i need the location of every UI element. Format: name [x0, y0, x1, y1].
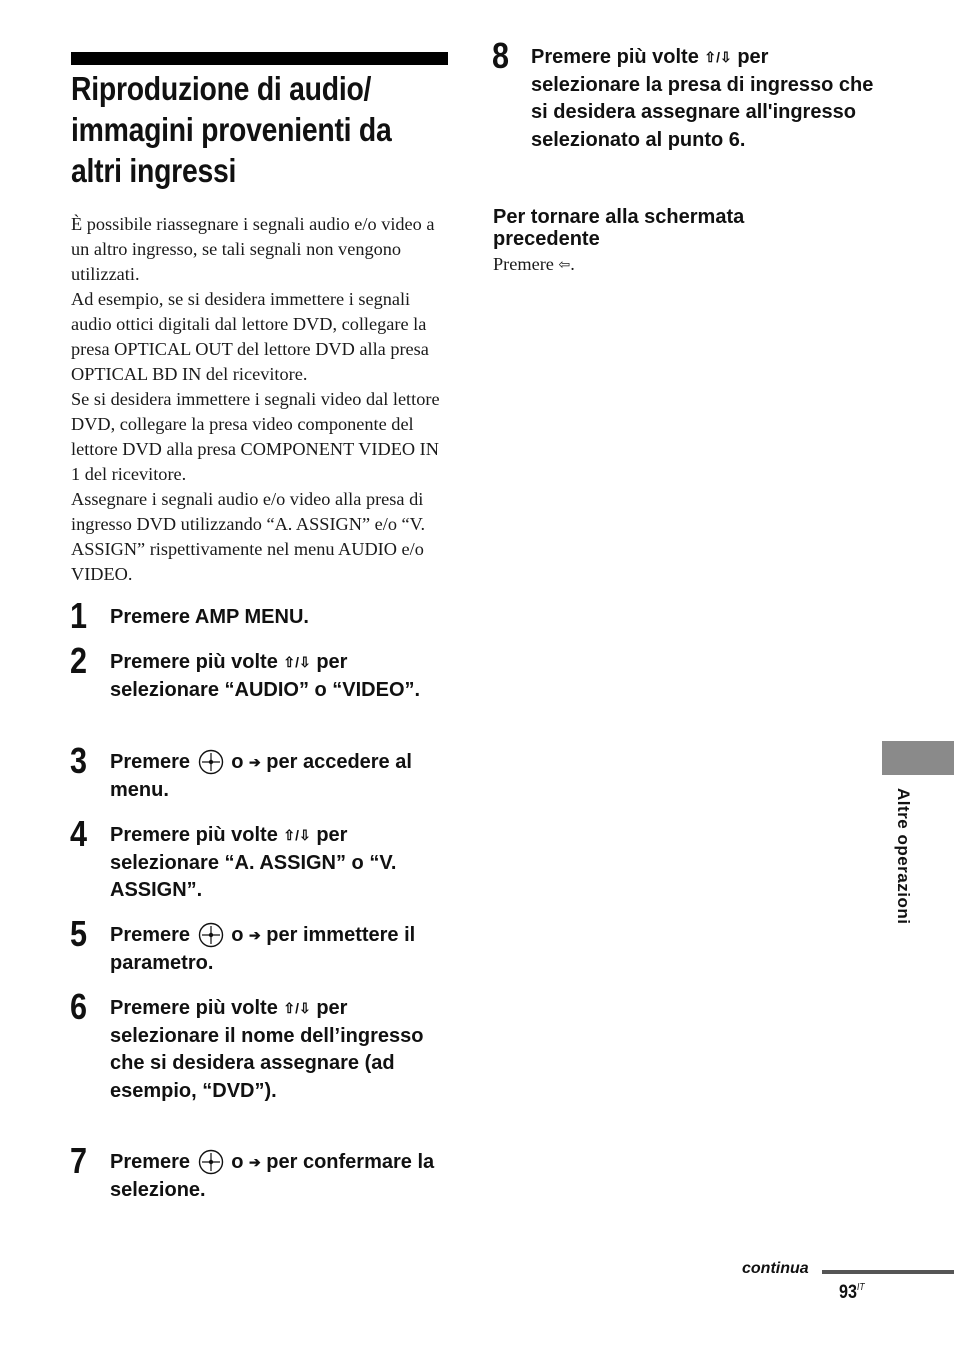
intro-paragraph-1: È possibile riassegnare i segnali audio e/o video a un altro ingresso, se tali segnali non vengono utilizzati. — [71, 214, 435, 284]
step-text — [531, 44, 876, 154]
step-text-pre: Premere più volte — [110, 997, 278, 1019]
right-arrow-icon: ➔ — [248, 927, 261, 943]
title-line-2: immagini provenienti da — [71, 111, 392, 148]
up-down-arrow-icon: ⇧/⇩ — [704, 49, 732, 65]
page-number — [839, 1282, 865, 1304]
step-number: 2 — [70, 640, 88, 681]
continua-label: continua — [742, 1260, 809, 1277]
step-text — [110, 1149, 455, 1204]
enter-button-icon — [198, 922, 224, 948]
enter-button-icon — [198, 1149, 224, 1175]
step-text-pre: Premere più volte — [110, 651, 278, 673]
step-text-label: Premere AMP MENU. — [110, 606, 309, 628]
page-title — [71, 68, 415, 191]
step-text-post: per selezionare la presa di ingresso che si desidera assegnare all'ingresso selezionato al punto 6. — [531, 46, 874, 151]
up-down-arrow-icon: ⇧/⇩ — [283, 827, 311, 843]
right-arrow-icon: ➔ — [248, 1154, 261, 1170]
step-text-pre: Premere più volte — [531, 46, 699, 68]
page-language-suffix: IT — [856, 1282, 865, 1293]
step-text — [110, 604, 455, 632]
right-arrow-icon: ➔ — [248, 754, 261, 770]
section-tab-marker — [882, 741, 954, 775]
intro-paragraph-4: Assegnare i segnali audio e/o video alla presa di ingresso DVD utilizzando “A. ASSIGN” e/o “V. ASSIGN” rispettivamente nel menu AUDIO e/o VIDEO. — [71, 489, 426, 584]
step-text-post: per selezionare il nome dell’ingresso che si desidera assegnare (ad esempio, “DVD”). — [110, 997, 424, 1102]
step-number: 6 — [70, 986, 88, 1027]
step-number: 4 — [70, 813, 88, 854]
intro-text — [71, 212, 451, 587]
step-text-pre: Premere — [110, 1151, 191, 1173]
step-text-or: o — [231, 751, 244, 773]
return-body-period: . — [570, 254, 575, 274]
enter-button-icon — [198, 749, 224, 775]
step-text-or: o — [231, 1151, 244, 1173]
step-text-post: per selezionare “A. ASSIGN” o “V. ASSIGN”. — [110, 824, 397, 901]
section-tab-label: Altre operazioni — [894, 788, 913, 925]
step-number: 7 — [70, 1140, 88, 1181]
step-text-or: o — [231, 924, 244, 946]
intro-paragraph-3: Se si desidera immettere i segnali video dal lettore DVD, collegare la presa video componente del lettore DVD alla presa COMPONENT VIDEO IN 1 del ricevitore. — [71, 389, 440, 484]
step-text-post: per selezionare “AUDIO” o “VIDEO”. — [110, 651, 421, 701]
step-number: 1 — [70, 595, 88, 636]
step-number: 5 — [70, 913, 88, 954]
step-text-post: per accedere al menu. — [110, 751, 412, 801]
step-text — [110, 922, 455, 977]
step-text — [110, 649, 455, 704]
step-text-pre: Premere — [110, 751, 191, 773]
step-number: 8 — [492, 35, 510, 76]
page-number-value: 93 — [839, 1282, 857, 1303]
step-text — [110, 995, 455, 1105]
return-body — [493, 252, 575, 278]
continua-rule — [822, 1270, 954, 1274]
step-number: 3 — [70, 740, 88, 781]
step-text-post: per immettere il parametro. — [110, 924, 416, 974]
step-text — [110, 749, 455, 804]
back-arrow-icon: ⇦ — [558, 258, 571, 273]
title-line-3: altri ingressi — [71, 152, 237, 189]
step-text-pre: Premere — [110, 924, 191, 946]
step-text-post: per confermare la selezione. — [110, 1151, 435, 1201]
step-text-pre: Premere più volte — [110, 824, 278, 846]
intro-paragraph-2: Ad esempio, se si desidera immettere i segnali audio ottici digitali dal lettore DVD, collegare la presa OPTICAL OUT del lettore DVD alla presa OPTICAL BD IN del ricevitore. — [71, 289, 429, 384]
up-down-arrow-icon: ⇧/⇩ — [283, 1000, 311, 1016]
return-body-text: Premere — [493, 254, 554, 274]
step-text — [110, 822, 455, 905]
title-rule — [71, 52, 448, 65]
up-down-arrow-icon: ⇧/⇩ — [283, 654, 311, 670]
title-line-1: Riproduzione di audio/ — [71, 70, 372, 107]
return-heading: Per tornare alla schermata precedente — [493, 206, 745, 250]
